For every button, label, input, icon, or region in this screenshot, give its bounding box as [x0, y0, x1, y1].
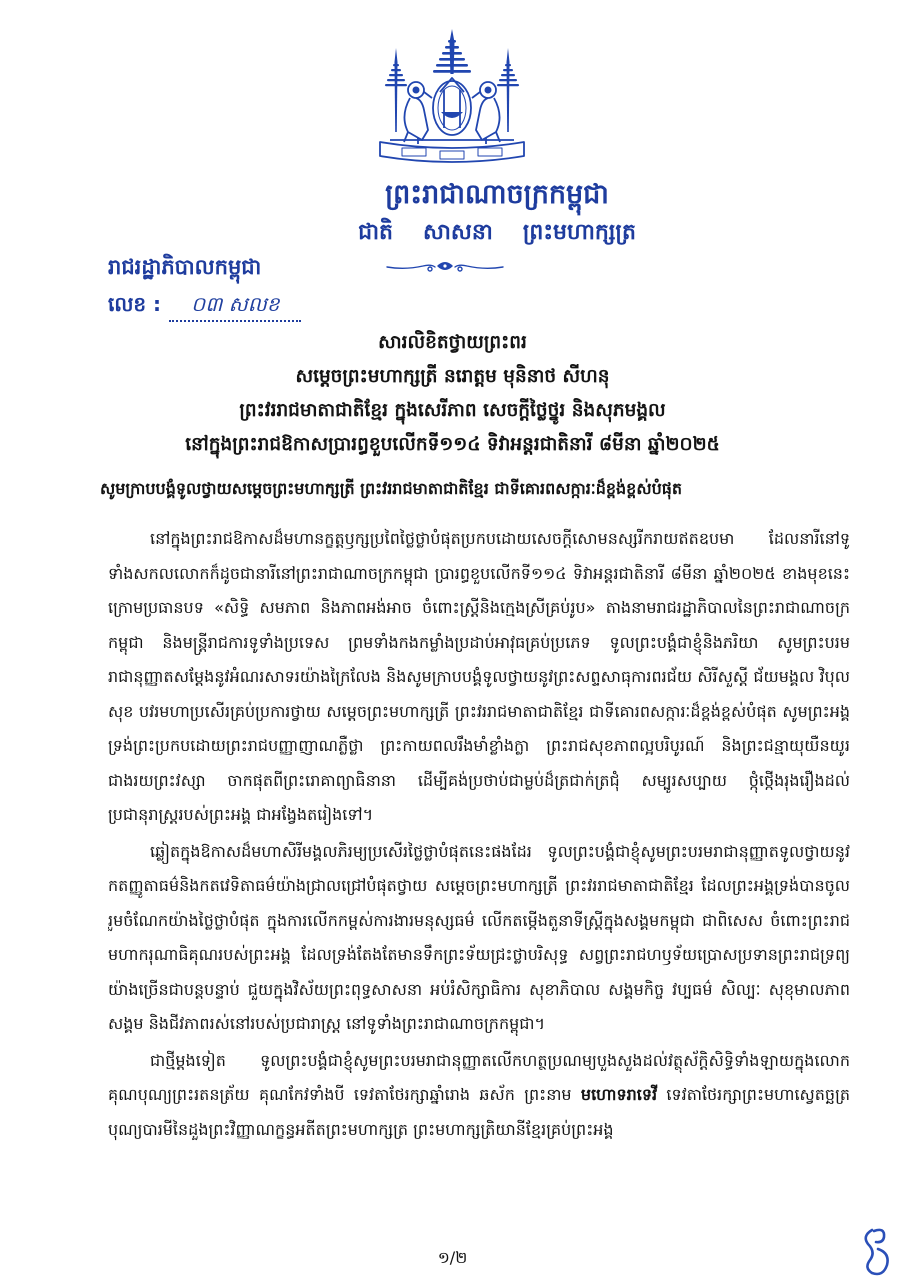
title-line-2: សម្តេចព្រះមហាក្សត្រី នរោត្តម មុនិនាថ សីហនុ	[295, 366, 610, 387]
national-motto	[297, 216, 697, 250]
motto-nation: ជាតិ	[358, 220, 393, 245]
reference-number	[108, 288, 301, 322]
royal-coat-of-arms-icon	[372, 28, 532, 168]
motto-king: ព្រះមហាក្សត្រ	[522, 220, 636, 245]
paragraph-3-text-start: ជាថ្មីម្តងទៀត ទូលព្រះបង្គំជាខ្ញុំសូមព្រះបរមរាជានុញ្ញាតលើកហត្ថប្រណម្យបួងសួងដល់វត្ថុស័ក្តិសិទ្ធិទាំងឡាយក្នុងលោក គុណបុណ្យព្រះរតនត្រ័យ គុណកែវទាំងបី ទេវតាថែរក្សាឆ្នាំរោង ឆស័ក ព្រះនាម	[108, 1050, 850, 1104]
letter-body	[108, 522, 850, 1234]
reference-number-label: លេខ :	[108, 292, 162, 316]
decorative-ornament-icon	[385, 258, 505, 274]
handwritten-initial-icon	[856, 1224, 896, 1278]
letter-title	[55, 326, 850, 462]
paragraph-1: នៅក្នុងព្រះរាជឱកាសដ៏មហានក្ខត្តឫក្សប្រពៃថ្លៃថ្លាបំផុតប្រកបដោយសេចក្តីសោមនស្សរីករាយឥតឧបមា ដែលនារីនៅទូទាំងសកលលោកក៏ដូចជានារីនៅព្រះរាជាណាចក្រកម្ពុជា ប្រារព្ធខួបលើកទី១១៤ ទិវាអន្តរជាតិនារី ៨មីនា ឆ្នាំ២០២៥ ខាងមុខនេះ ក្រោមប្រធានបទ «សិទ្ធិ សមភាព និងភាពអង់អាច ចំពោះស្ត្រីនិងក្មេងស្រីគ្រប់រូប» តាងនាមរាជរដ្ឋាភិបាលនៃព្រះរាជាណាចក្រកម្ពុជា និងមន្ត្រីរាជការទូទាំងប្រទេស ព្រមទាំងកងកម្លាំងប្រដាប់អាវុធគ្រប់ប្រភេទ ទូលព្រះបង្គំជាខ្ញុំនិងភរិយា សូមព្រះបរមរាជានុញ្ញាតសម្តែងនូវអំណរសាទរយ៉ាងក្រៃលែង និងសូមក្រាបបង្គំទូលថ្វាយនូវព្រះសព្ទសាធុការពរជ័យ សិរីសួស្តី ជ័យមង្គល វិបុលសុខ បវរមហាប្រសើរគ្រប់ប្រការថ្វាយ សម្តេចព្រះមហាក្សត្រី ព្រះវររាជមាតាជាតិខ្មែរ ជាទីគោរពសក្ការៈដ៏ខ្ពង់ខ្ពស់បំផុត សូមព្រះអង្គទ្រង់ព្រះប្រកបដោយព្រះរាជបញ្ញាញាណភ្លឺថ្លា ព្រះកាយពលរឹងមាំខ្លាំងក្លា ព្រះរាជសុខភាពល្អបរិបូរណ៍ និងព្រះជន្មាយុយឺនយូរជាងរយព្រះវស្សា ចាកផុតពីព្រះរោគាព្យាធិនានា ដើម្បីគង់ប្រថាប់ជាម្លប់ដ៏ត្រជាក់ត្រជុំ សម្បូរសប្បាយ ថ្កុំថ្កើងរុងរឿងដល់ប្រជានុរាស្ត្ររបស់ព្រះអង្គ ជាអង្វែងតរៀងទៅ។	[108, 529, 850, 824]
title-line-4: នៅក្នុងព្រះរាជឱកាសប្រារព្ធខួបលើកទី១១៤ ទិវាអន្តរជាតិនារី ៨មីនា ឆ្នាំ២០២៥	[185, 434, 720, 455]
paragraph-3	[108, 1044, 850, 1148]
title-line-1: សារលិខិតថ្វាយព្រះពរ	[378, 332, 527, 353]
motto-religion: សាសនា	[422, 220, 493, 245]
reference-number-value: ០៣ សលខ	[169, 288, 301, 322]
title-line-3: ព្រះវររាជមាតាជាតិខ្មែរ ក្នុងសេរីភាព សេចក្តីថ្លៃថ្នូរ និងសុភមង្គល	[239, 400, 666, 421]
page-number: ១/២	[437, 1248, 468, 1267]
salutation: សូមក្រាបបង្គំទូលថ្វាយសម្តេចព្រះមហាក្សត្រី ព្រះវររាជមាតាជាតិខ្មែរ ជាទីគោរពសក្ការៈដ៏ខ្ពង់ខ្ពស់បំផុត	[100, 479, 683, 498]
paragraph-3-text-end: ទេវតាថែរក្សាព្រះមហាស្វេតច្ឆត្រ បុណ្យបារមីនៃដួងព្រះវិញ្ញាណក្ខន្ធអតីតព្រះមហាក្សត្រ ព្រះមហាក្សត្រិយានីខ្មែរគ្រប់ព្រះអង្គ	[108, 1085, 850, 1139]
kingdom-title: ព្រះរាជាណាចក្រកម្ពុជា	[385, 179, 609, 210]
paragraph-2: ឆ្លៀតក្នុងឱកាសដ៏មហាសិរីមង្គលភិរម្យប្រសើរថ្លៃថ្លាបំផុតនេះផងដែរ ទូលព្រះបង្គំជាខ្ញុំសូមព្រះបរមរាជានុញ្ញាតទូលថ្វាយនូវកតញ្ញូតាធម៌និងកតវេទិតាធម៌យ៉ាងជ្រាលជ្រៅបំផុតថ្វាយ សម្តេចព្រះមហាក្សត្រី ព្រះវររាជមាតាជាតិខ្មែរ ដែលព្រះអង្គទ្រង់បានចូលរួមចំណែកយ៉ាងថ្លៃថ្លាបំផុត ក្នុងការលើកកម្ពស់ការងារមនុស្សធម៌ លើកតម្កើងតួនាទីស្ត្រីក្នុងសង្គមកម្ពុជា ជាពិសេស ចំពោះព្រះរាជមហាករុណាធិគុណរបស់ព្រះអង្គ ដែលទ្រង់តែងតែមានទឹកព្រះទ័យជ្រះថ្លាបរិសុទ្ធ សព្វព្រះរាជហឫទ័យប្រោសប្រទានព្រះរាជទ្រព្យយ៉ាងច្រើនជាបន្តបន្ទាប់ ជួយក្នុងវិស័យព្រះពុទ្ធសាសនា អប់រំសិក្សាធិការ សុខាភិបាល សង្គមកិច្ច វប្បធម៌ សិល្បៈ សុខុមាលភាពសង្គម និងជីវភាពរស់នៅរបស់ប្រជារាស្ត្រ នៅទូទាំងព្រះរាជាណាចក្រកម្ពុជា។	[108, 841, 850, 1033]
government-name: រាជរដ្ឋាភិបាលកម្ពុជា	[108, 255, 262, 279]
paragraph-3-deity-name: មហោទរាទេវី	[580, 1085, 658, 1104]
